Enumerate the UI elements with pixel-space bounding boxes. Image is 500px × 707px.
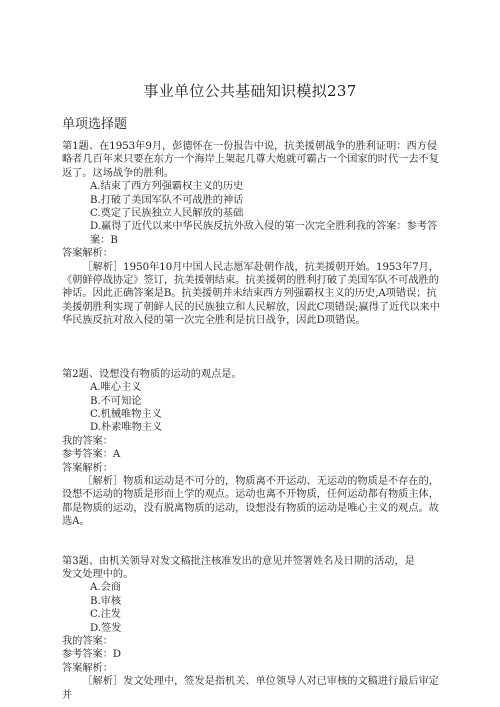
my-answer: 我的答案： (62, 636, 113, 647)
question-2 (62, 368, 442, 529)
option-a: A.唯心主义 (90, 382, 142, 394)
analysis-text: ［解析］物质和运动是不可分的，物质离不开运动、无运动的物质是不存在的，设想不运动的物质是形而上学的观点。运动也离不开物质，任何运动都有物质主体，都是物质的运动，没有脱离物质的运动，设想没有物质的运动是唯心主义的观点。故选A。 (62, 475, 439, 528)
option-d: D.签发 (90, 622, 122, 634)
option-c: C.奠定了民族独立人民解放的基础 (90, 208, 244, 220)
analysis-label: 答案解析： (62, 462, 113, 474)
option-b: B.不可知论 (90, 395, 142, 407)
question-1 (62, 140, 442, 328)
question-stem-line-2: 发文处理中的。 (62, 568, 134, 580)
option-c: C.机械唯物主义 (90, 408, 162, 420)
option-a: A.会商 (90, 582, 121, 594)
option-c: C.注发 (90, 609, 122, 621)
option-d: D.朴素唯物主义 (90, 422, 163, 434)
analysis-text: ［解析］发文处理中，签发是指机关、单位领导人对已审核的文稿进行最后审定并 (62, 676, 439, 701)
option-b: B.审核 (90, 595, 122, 607)
question-3 (62, 555, 442, 702)
my-answer: 我的答案： (62, 435, 113, 447)
option-d: D.赢得了近代以来中华民族反抗外敌入侵的第一次完全胜利我的答案：参考答案：B (90, 221, 438, 246)
question-stem: 第2题、设想没有物质的运动的观点是。 (62, 368, 242, 380)
question-stem: 第1题、在1953年9月，彭德怀在一份报告中说，抗美援朝战争的胜利证明：西方侵略者几百年来只要在东方一个海岸上架起几尊大炮就可霸占一个国家的时代一去不复返了。这场战争的胜利。 (62, 141, 439, 179)
spacer (62, 529, 442, 555)
question-list (62, 140, 442, 702)
reference-answer: 参考答案：D (62, 649, 122, 661)
option-a: A.结束了西方列强霸权主义的历史 (90, 181, 244, 193)
option-b: B.打破了美国军队不可战胜的神话 (90, 194, 244, 206)
page-title: 事业单位公共基础知识模拟237 (143, 82, 357, 100)
section-heading: 单项选择题 (62, 117, 128, 132)
analysis-label: 答案解析： (62, 662, 113, 674)
analysis-label: 答案解析： (62, 248, 113, 260)
question-stem-line-1: 第3题、由机关领导对发文稿批注核准发出的意见并签署姓名及日期的活动，是 (62, 555, 415, 567)
spacer (62, 328, 442, 368)
analysis-text: ［解析］1950年10月中国人民志愿军赴朝作战，抗美援朝开始。1953年7月，《朝鲜停战协定》签订，抗美援朝结束。抗美援朝的胜利打破了美国军队不可战胜的神话。因此正确答案是B。抗美援朝并未结束西方列强霸权主义的历史,A项错误；抗美援朝胜利实现了朝鲜人民的民族独立和人民解放，因此C项错误;赢得了近代以来中华民族反抗对敌入侵的第一次完全胜利是抗日战争，因此D项错误。 (62, 261, 440, 327)
reference-answer: 参考答案：A (62, 449, 121, 461)
